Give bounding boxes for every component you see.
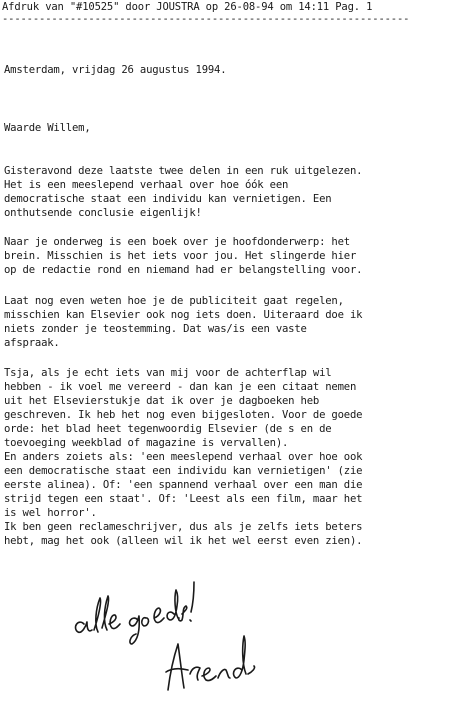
header-rule: ------------------------------------------------------------------ [2,13,410,25]
text-line: is wel horror'. [4,507,97,519]
text-line: hebben - ik voel me vereerd - dan kan je een citaat nemen [4,381,357,393]
text-line: orde: het blad heet tegenwoordig Elsevier (de s en de [4,423,332,435]
dateline: Amsterdam, vrijdag 26 augustus 1994. [4,64,227,76]
text-line: Laat nog even weten hoe je de publiciteit gaat regelen, [4,295,344,307]
handwritten-signature [70,578,280,698]
text-line: afspraak. [4,337,60,349]
text-line: op de redactie rond en niemand had er belangstelling voor. [4,264,363,276]
text-line: uit het Elsevierstukje dat ik over je dagboeken heb [4,395,320,407]
printout-header: Afdruk van "#10525" door JOUSTRA op 26-08-94 om 14:11 Pag. 1 [2,1,373,13]
text-line: brein. Misschien is het iets voor jou. Het slingerde hier [4,250,357,262]
text-line: misschien kan Elsevier ook nog iets doen. Uiteraard doe ik [4,309,363,321]
text-line: een democratische staat een individu kan vernietigen' (zie [4,465,363,477]
text-line: strijd tegen een staat'. Of: 'Leest als een film, maar het [4,493,363,505]
text-line: Gisteravond deze laatste twee delen in een ruk uitgelezen. [4,165,363,177]
text-line: democratische staat een individu kan vernietigen. Een [4,193,332,205]
text-line: niets zonder je teostemming. Dat was/is een vaste [4,323,307,335]
text-line: onthutsende conclusie eigenlijk! [4,207,202,219]
text-line: Tsja, als je echt iets van mij voor de achterflap wil [4,367,332,379]
salutation: Waarde Willem, [4,122,91,134]
text-line: toevoeging weekblad of magazine is vervallen). [4,437,289,449]
text-line: eerste alinea). Of: 'een spannend verhaal over een man die [4,479,363,491]
text-line: Naar je onderweg is een boek over je hoofdonderwerp: het [4,236,350,248]
text-line: hebt, mag het ook (alleen wil ik het wel eerst even zien). [4,535,363,547]
text-line: geschreven. Ik heb het nog even bijgesloten. Voor de goede [4,409,363,421]
text-line: Het is een meeslepend verhaal over hoe óók een [4,179,289,191]
text-line: En anders zoiets als: 'een meeslepend verhaal over hoe ook [4,451,363,463]
text-line: Ik ben geen reclameschrijver, dus als je zelfs iets beters [4,521,363,533]
